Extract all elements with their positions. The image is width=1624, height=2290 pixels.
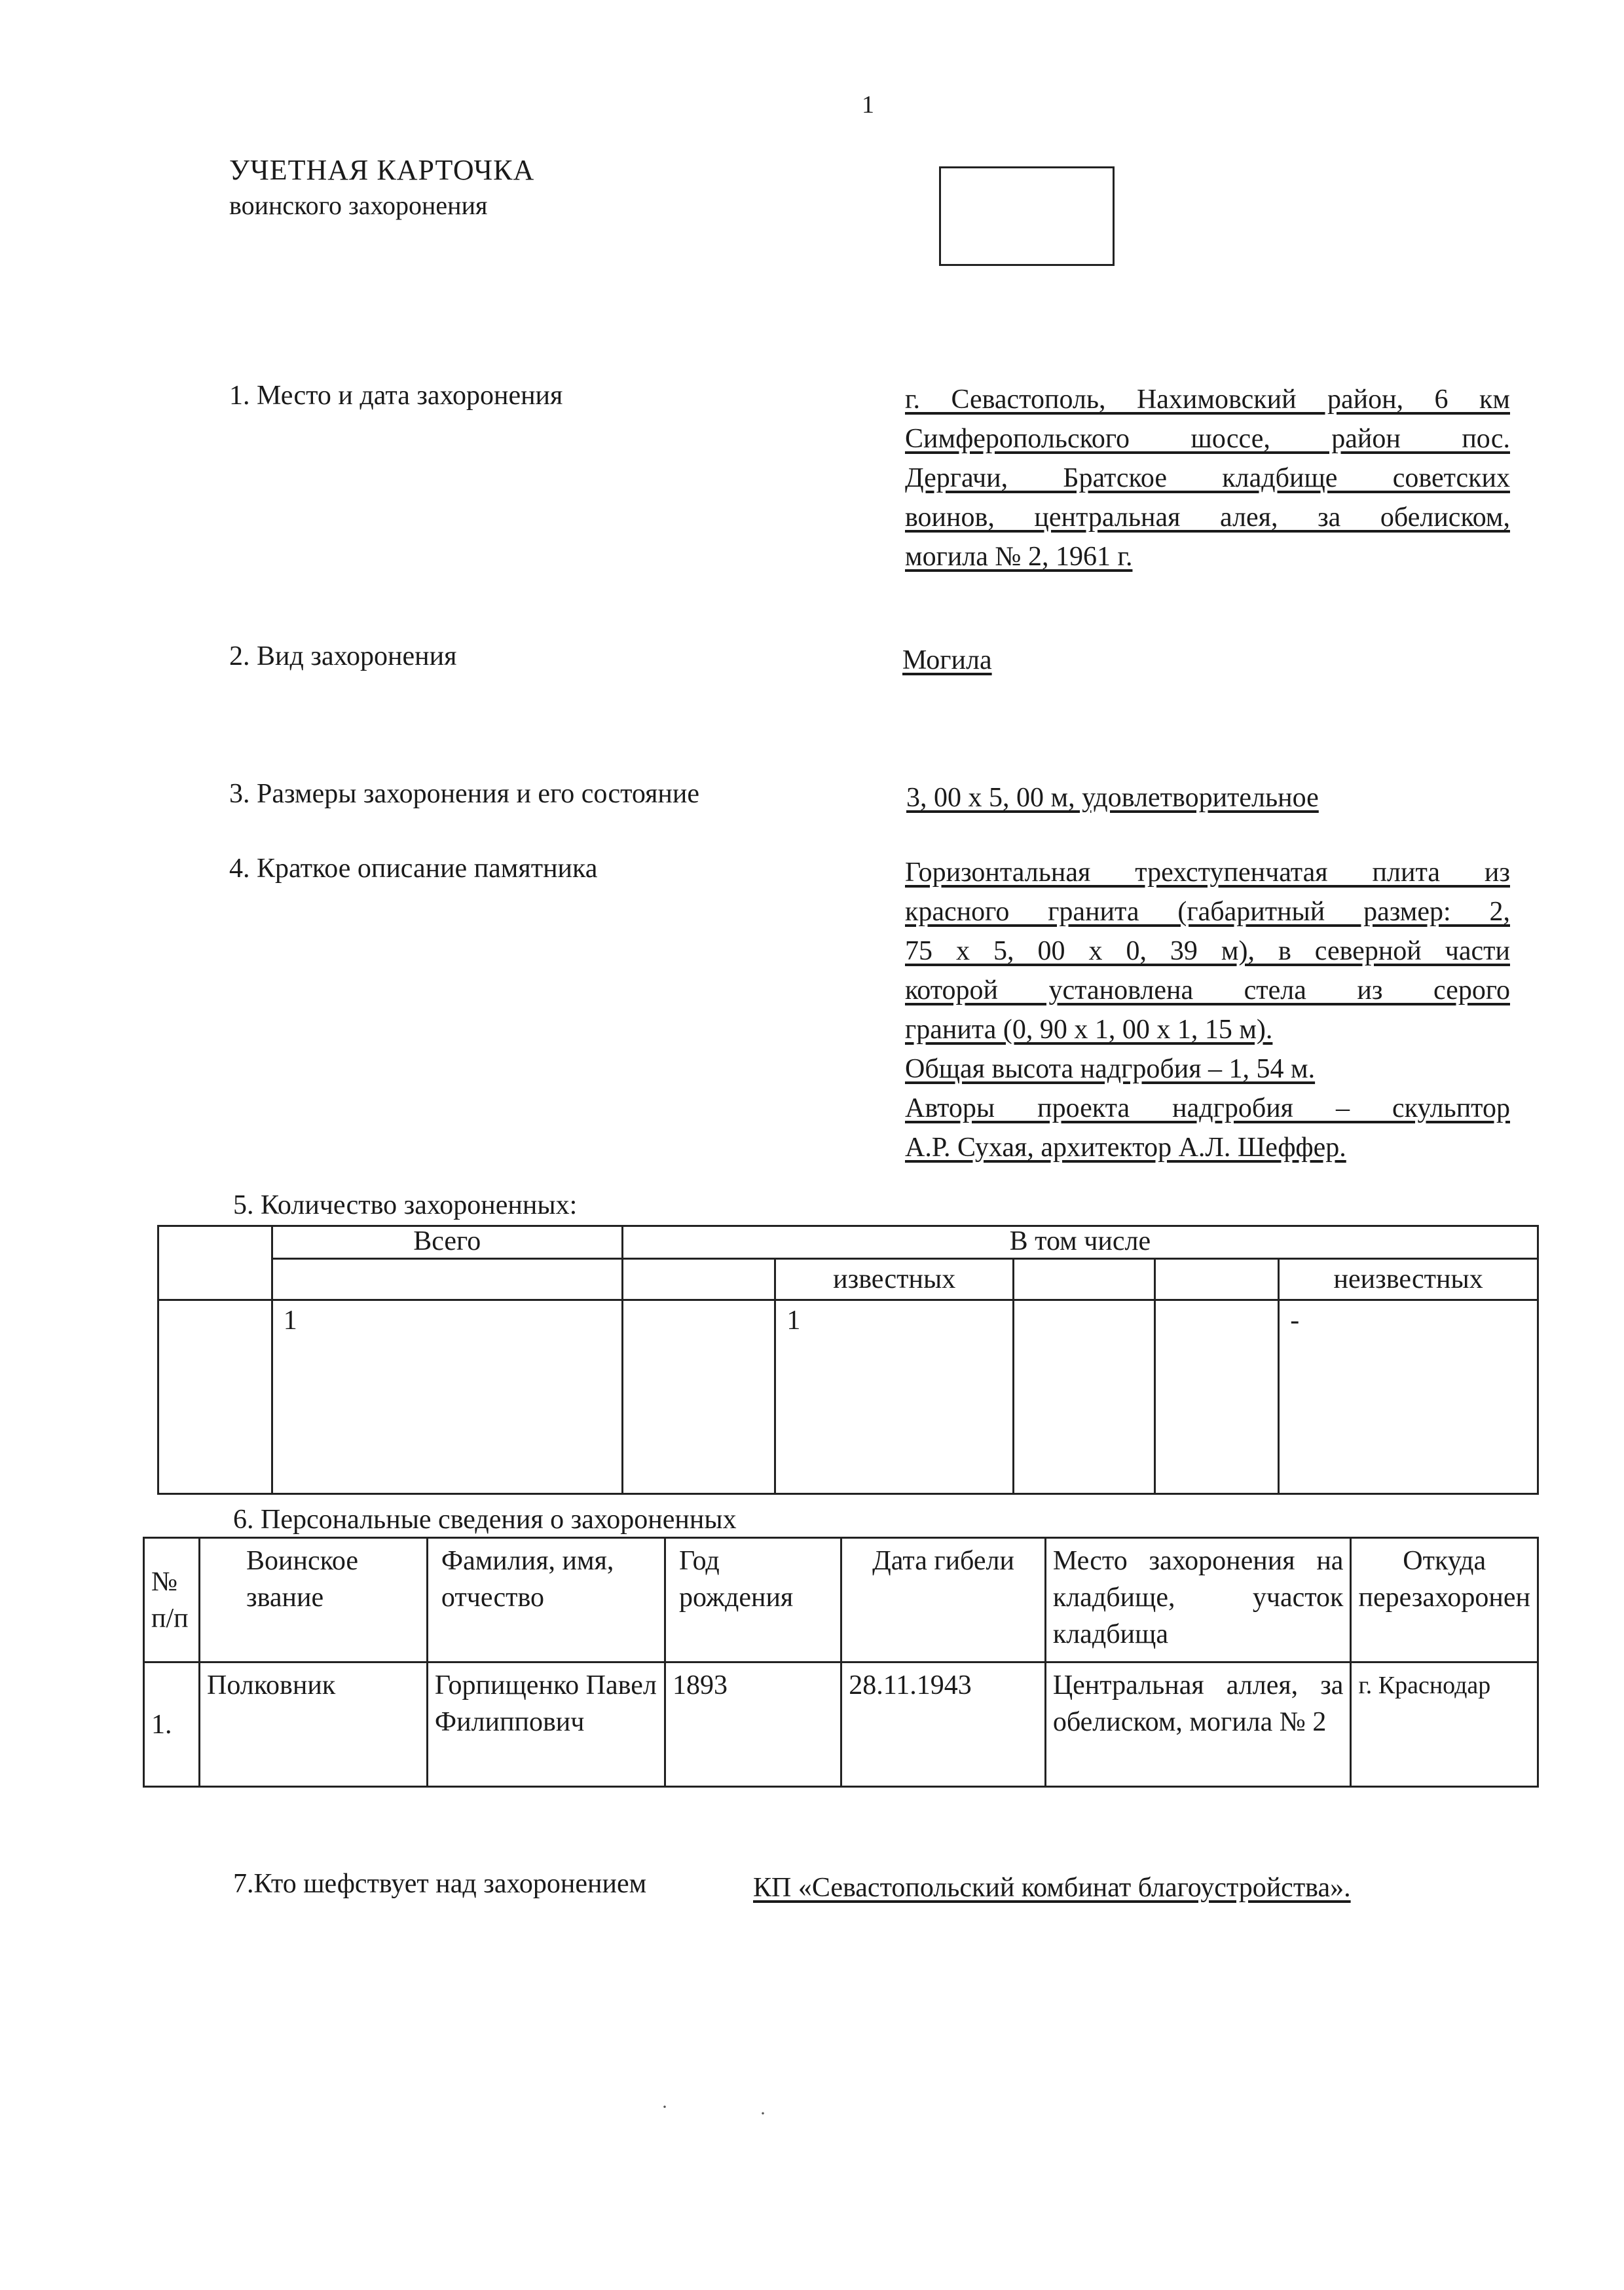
count-header-unknown: неизвестных [1279, 1259, 1538, 1300]
person-burial-place: Центральная аллея, за обелиском, могила № 2 [1045, 1662, 1351, 1787]
count-subheader-empty [1014, 1259, 1155, 1300]
table-row [144, 1662, 1538, 1787]
persons-table [143, 1537, 1539, 1788]
count-subheader-empty [622, 1259, 775, 1300]
persons-header-birth-year: Год рождения [665, 1538, 841, 1662]
section1-line: могила № 2, 1961 г. [905, 542, 1133, 572]
section4-line: Горизонтальная трехступенчатая плита из [905, 857, 1510, 888]
persons-header-name: Фамилия, имя, отчество [427, 1538, 665, 1662]
stamp-box [939, 166, 1115, 266]
person-name: Горпищенко Павел Филиппович [427, 1662, 665, 1787]
card-subtitle: воинского захоронения [229, 191, 488, 220]
section6-label: 6. Персональные сведения о захороненных [233, 1505, 737, 1535]
section7-value: КП «Севастопольский комбинат благоустройства». [753, 1873, 1351, 1903]
count-cell-empty [1014, 1300, 1155, 1494]
page-number: 1 [862, 91, 874, 119]
count-known: 1 [775, 1300, 1014, 1494]
count-header-known: известных [775, 1259, 1014, 1300]
count-cell-empty [622, 1300, 775, 1494]
person-rank: Полковник [200, 1662, 428, 1787]
section1-line: Симферопольского шоссе, район пос. [905, 424, 1510, 454]
burial-count-table [157, 1225, 1539, 1495]
count-cell-empty [1154, 1300, 1279, 1494]
count-header-total: Всего [272, 1226, 622, 1259]
section4-label: 4. Краткое описание памятника [229, 854, 598, 884]
section2-value: Могила [902, 645, 992, 675]
person-num: 1. [144, 1662, 200, 1787]
count-header-including: В том числе [622, 1226, 1538, 1259]
section4-line: 75 х 5, 00 х 0, 39 м), в северной части [905, 936, 1510, 966]
person-birth-year: 1893 [665, 1662, 841, 1787]
persons-header-origin: Откуда перезахоронен [1351, 1538, 1538, 1662]
section1-line: воинов, центральная алея, за обелиском, [905, 502, 1510, 533]
section1-label: 1. Место и дата захоронения [229, 381, 563, 411]
scan-mark: · [760, 2103, 766, 2124]
person-origin: г. Краснодар [1351, 1662, 1538, 1787]
section4-line: Авторы проекта надгробия – скульптор [905, 1093, 1510, 1123]
persons-header-rank: Воинское звание [200, 1538, 428, 1662]
section4-line: которой установлена стела из серого [905, 975, 1510, 1005]
scan-mark: · [661, 2096, 668, 2118]
section4-line: гранита (0, 90 х 1, 00 х 1, 15 м). [905, 1015, 1273, 1045]
section1-value [905, 380, 1510, 576]
persons-header-burial-place: Место захоронения на кладбище, участок кладбища [1045, 1538, 1351, 1662]
count-unknown: - [1279, 1300, 1538, 1494]
persons-header-num: № п/п [144, 1538, 200, 1662]
section5-label: 5. Количество захороненных: [233, 1190, 578, 1220]
section4-value [905, 853, 1510, 1167]
count-subheader-empty [272, 1259, 622, 1300]
persons-header-death-date: Дата гибели [841, 1538, 1046, 1662]
card-title: УЧЕТНАЯ КАРТОЧКА [229, 154, 535, 186]
section3-label: 3. Размеры захоронения и его состояние [229, 779, 699, 809]
section1-line: г. Севастополь, Нахимовский район, 6 км [905, 385, 1510, 415]
section7-label: 7.Кто шефствует над захоронением [233, 1869, 647, 1899]
section4-line: красного гранита (габаритный размер: 2, [905, 897, 1510, 927]
section2-label: 2. Вид захоронения [229, 641, 457, 671]
section1-line: Дергачи, Братское кладбище советских [905, 463, 1510, 493]
count-subheader-empty [1154, 1259, 1279, 1300]
section4-line: Общая высота надгробия – 1, 54 м. [905, 1054, 1316, 1084]
count-empty-header [158, 1226, 272, 1300]
section3-value: 3, 00 х 5, 00 м, удовлетворительное [906, 783, 1319, 813]
count-total: 1 [272, 1300, 622, 1494]
section4-line: А.Р. Сухая, архитектор А.Л. Шеффер. [905, 1133, 1346, 1163]
person-death-date: 28.11.1943 [841, 1662, 1046, 1787]
count-cell-empty [158, 1300, 272, 1494]
